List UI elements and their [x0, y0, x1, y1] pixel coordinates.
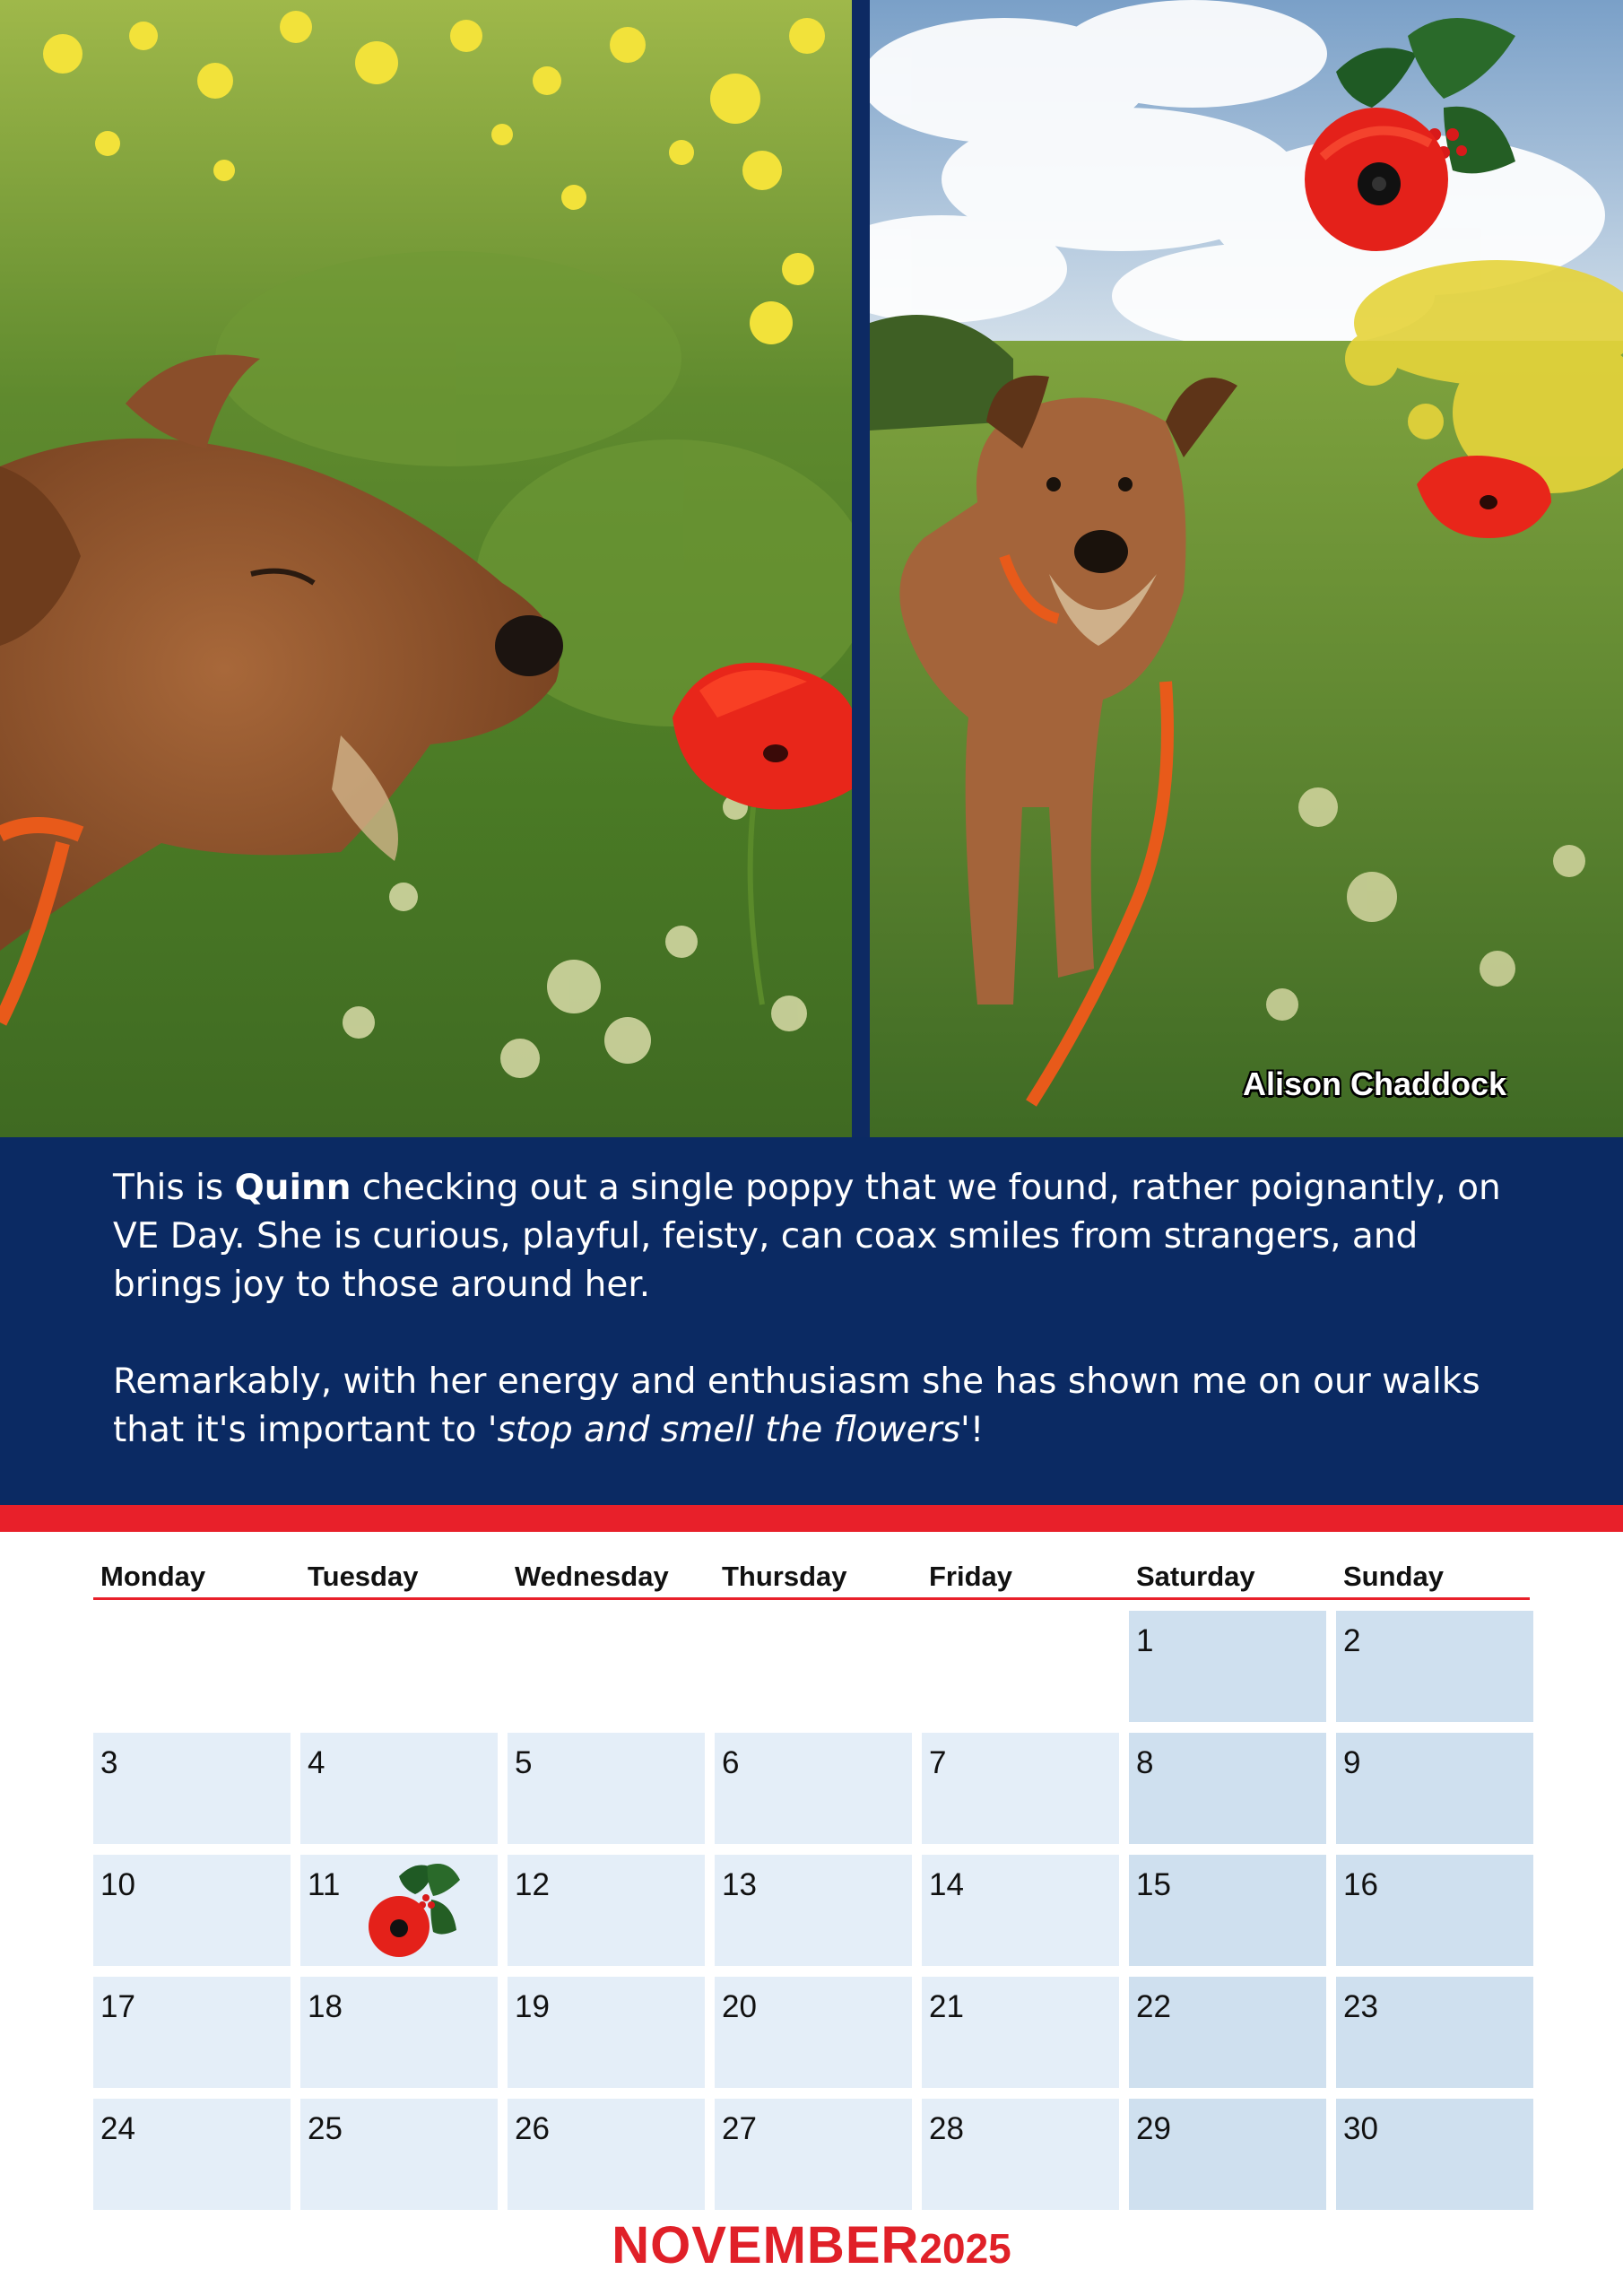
day-number: 5: [515, 1745, 533, 1780]
day-number: 12: [515, 1867, 550, 1902]
calendar-day-cell[interactable]: [1336, 2099, 1533, 2210]
calendar-day-cell[interactable]: [300, 1855, 498, 1966]
day-number: 8: [1136, 1745, 1154, 1780]
calendar-day-cell[interactable]: [922, 2099, 1119, 2210]
day-number: 23: [1343, 1989, 1378, 2024]
caption-band: [0, 1137, 1623, 1505]
calendar-day-cell[interactable]: [922, 1977, 1119, 2088]
calendar-day-cell[interactable]: [93, 1977, 291, 2088]
calendar-day-cell[interactable]: [1336, 1977, 1533, 2088]
calendar-empty-cell: [300, 1611, 498, 1722]
calendar-day-cell[interactable]: [715, 1977, 912, 2088]
calendar-day-cell[interactable]: [922, 1733, 1119, 1844]
weekday-label: Sunday: [1343, 1561, 1444, 1592]
calendar-day-cell[interactable]: [508, 2099, 705, 2210]
month-name: NOVEMBER: [612, 2216, 920, 2274]
day-number: 2: [1343, 1623, 1361, 1658]
calendar-empty-cell: [922, 1611, 1119, 1722]
calendar-day-cell[interactable]: [300, 2099, 498, 2210]
calendar-day-cell[interactable]: [922, 1855, 1119, 1966]
day-number: 14: [929, 1867, 964, 1902]
calendar-day-cell[interactable]: [300, 1977, 498, 2088]
calendar-grid: [93, 1611, 1530, 2210]
calendar-day-cell[interactable]: [300, 1733, 498, 1844]
day-number: 6: [722, 1745, 740, 1780]
day-number: 7: [929, 1745, 947, 1780]
photo-credit: Alison Chaddock: [1242, 1065, 1506, 1102]
dog-sniffing-poppy-photo: [0, 0, 852, 1137]
calendar-day-cell[interactable]: [93, 2099, 291, 2210]
day-number: 16: [1343, 1867, 1378, 1902]
calendar-day-cell[interactable]: [508, 1733, 705, 1844]
month-title: [0, 2215, 1623, 2275]
calendar-day-cell[interactable]: [1336, 1855, 1533, 1966]
dog-name: Quinn: [234, 1168, 352, 1208]
day-number: 27: [722, 2111, 757, 2146]
calendar-day-cell[interactable]: [1129, 1977, 1326, 2088]
calendar-day-cell[interactable]: [1129, 1611, 1326, 1722]
weekday-label: Wednesday: [515, 1561, 669, 1592]
calendar-day-cell[interactable]: [715, 2099, 912, 2210]
day-number: 30: [1343, 2111, 1378, 2146]
day-number: 25: [308, 2111, 343, 2146]
dog-standing-photo: [870, 0, 1623, 1137]
calendar-day-cell[interactable]: [1129, 1733, 1326, 1844]
calendar-day-cell[interactable]: [93, 1855, 291, 1966]
day-number: 20: [722, 1989, 757, 2024]
red-divider: [0, 1505, 1623, 1532]
day-number: 26: [515, 2111, 550, 2146]
calendar-day-cell[interactable]: [715, 1855, 912, 1966]
calendar-empty-cell: [508, 1611, 705, 1722]
weekday-label: Saturday: [1136, 1561, 1255, 1592]
year: 2025: [919, 2225, 1011, 2272]
weekday-label: Thursday: [722, 1561, 847, 1592]
day-number: 17: [100, 1989, 135, 2024]
calendar-day-cell[interactable]: [1129, 2099, 1326, 2210]
calendar-day-cell[interactable]: [1336, 1733, 1533, 1844]
day-number: 28: [929, 2111, 964, 2146]
calendar-empty-cell: [93, 1611, 291, 1722]
calendar-day-cell[interactable]: [1129, 1855, 1326, 1966]
weekday-label: Friday: [929, 1561, 1013, 1592]
calendar-day-cell[interactable]: [93, 1733, 291, 1844]
caption-paragraph-1: This is Quinn checking out a single poppy that we found, rather poignantly, on VE Day. She is curious, playful, feisty, can coax smiles from strangers, and brings joy to those around her.: [113, 1168, 1501, 1305]
day-number: 11: [308, 1867, 341, 1902]
weekday-label: Tuesday: [308, 1561, 419, 1592]
day-number: 15: [1136, 1867, 1171, 1902]
calendar-day-cell[interactable]: [508, 1855, 705, 1966]
day-number: 21: [929, 1989, 964, 2024]
day-number: 22: [1136, 1989, 1171, 2024]
day-number: 18: [308, 1989, 343, 2024]
quote-emphasis: stop and smell the flowers: [497, 1410, 960, 1450]
calendar-empty-cell: [715, 1611, 912, 1722]
day-number: 10: [100, 1867, 135, 1902]
photo-panel: [0, 0, 1623, 1137]
poppy-holly-icon: [363, 1858, 462, 1962]
day-number: 19: [515, 1989, 550, 2024]
day-number: 3: [100, 1745, 118, 1780]
calendar-day-cell[interactable]: [1336, 1611, 1533, 1722]
day-number: 13: [722, 1867, 757, 1902]
day-number: 4: [308, 1745, 325, 1780]
calendar-day-cell[interactable]: [715, 1733, 912, 1844]
day-number: 9: [1343, 1745, 1361, 1780]
calendar-day-cell[interactable]: [508, 1977, 705, 2088]
weekday-label: Monday: [100, 1561, 206, 1592]
caption-paragraph-2: Remarkably, with her energy and enthusiasm she has shown me on our walks that it's important to 'stop and smell the flowers'!: [113, 1361, 1480, 1450]
day-number: 24: [100, 2111, 135, 2146]
weekday-header: [93, 1559, 1530, 1600]
day-number: 1: [1136, 1623, 1154, 1658]
day-number: 29: [1136, 2111, 1171, 2146]
